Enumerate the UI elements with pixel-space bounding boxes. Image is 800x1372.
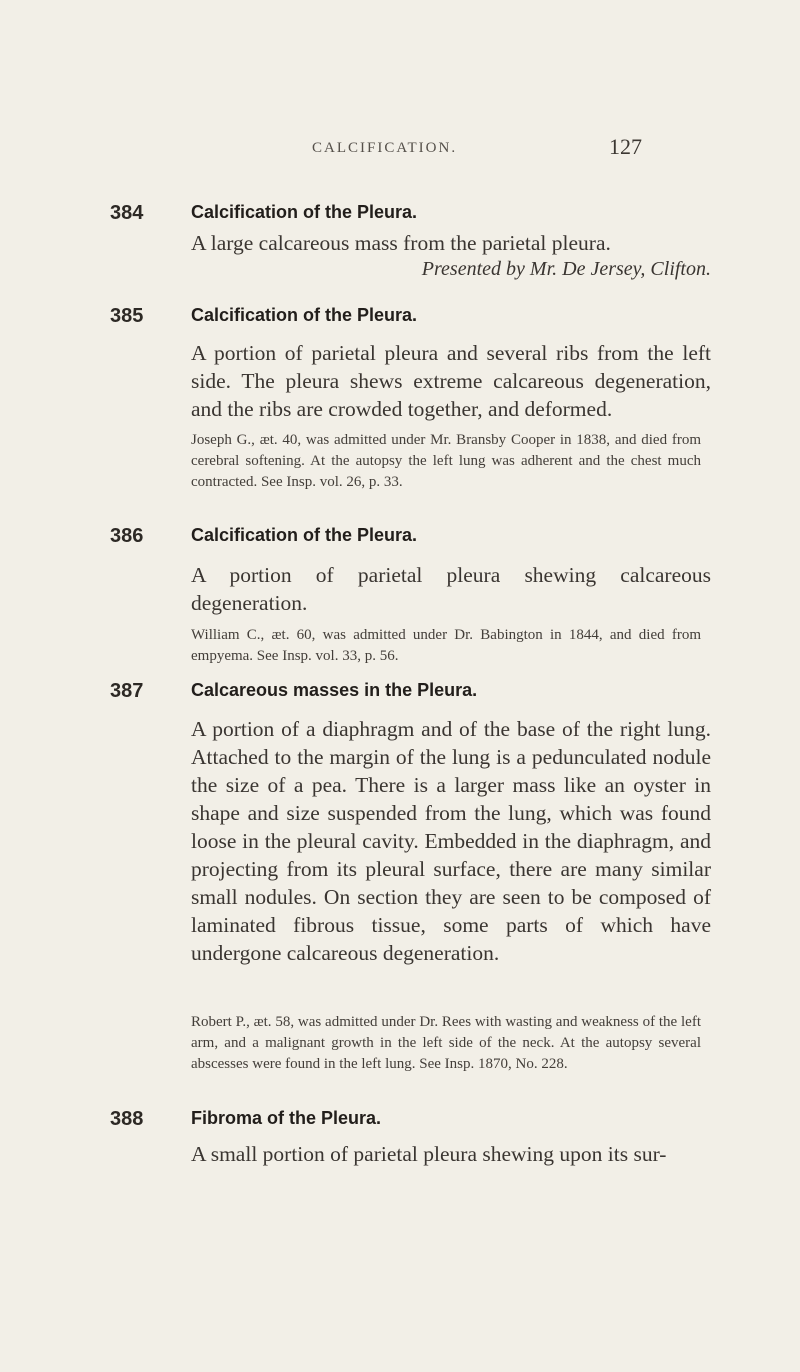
running-head — [0, 134, 800, 170]
page-number: 127 — [609, 134, 642, 159]
running-head-title: CALCIFICATION. — [312, 140, 458, 156]
entry-heading: Fibroma of the Pleura. — [191, 1108, 382, 1128]
entry-case-note: William C., æt. 60, was admitted under Dr. Babington in 1844, and died from empyema. See Insp. vol. 33, p. 56. — [191, 627, 701, 664]
entry-heading: Calcareous masses in the Pleura. — [191, 680, 478, 700]
entry-heading: Calcification of the Pleura. — [191, 305, 418, 325]
entry-heading: Calcification of the Pleura. — [191, 525, 418, 545]
entry-description: A portion of parietal pleura and several ribs from the left side. The pleura shews extreme calcareous degeneration, and the ribs are crowded together, and deformed. — [191, 341, 711, 421]
entry-case-note: Robert P., æt. 58, was admitted under Dr. Rees with wasting and weakness of the left arm, and a malignant growth in the left side of the neck. At the autopsy several abscesses were found in the left lung. See Insp. 1870, No. 228. — [191, 1014, 701, 1072]
entry-heading: Calcification of the Pleura. — [191, 202, 418, 222]
entry-case-note: Joseph G., æt. 40, was admitted under Mr. Bransby Cooper in 1838, and died from cerebral softening. At the autopsy the left lung was adherent and the chest much contracted. See Insp. vol. 26, p. 33. — [191, 432, 701, 490]
entry-number: 387 — [110, 680, 144, 702]
entry-number: 385 — [110, 305, 144, 327]
entry-description: A portion of parietal pleura shewing calcareous degeneration. — [191, 563, 711, 615]
entry-description: A large calcareous mass from the parietal pleura. — [191, 231, 611, 255]
entry-description: A portion of a diaphragm and of the base of the right lung. Attached to the margin of the lung is a pedunculated nodule the size of a pea. There is a larger mass like an oyster in shape and size suspended from the lung, which was found loose in the pleural cavity. Embedded in the diaphragm, and projecting from its pleural surface, there are many similar small nodules. On section they are seen to be composed of laminated fibrous tissue, some parts of which have undergone calcareous degeneration. — [191, 717, 711, 965]
entry-number: 384 — [110, 202, 144, 224]
entry-description: A small portion of parietal pleura shewing upon its sur- — [191, 1142, 667, 1166]
entry-number: 386 — [110, 525, 144, 547]
entry-number: 388 — [110, 1108, 144, 1130]
entry-presented-by: Presented by Mr. De Jersey, Clifton. — [421, 258, 711, 280]
